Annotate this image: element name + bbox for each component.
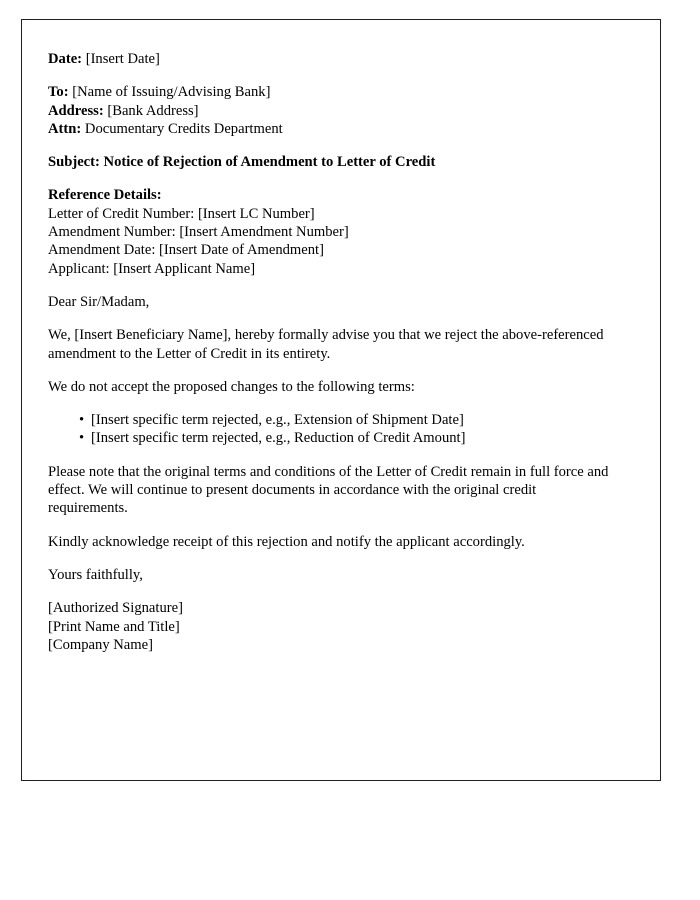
to-value: [Name of Issuing/Advising Bank]	[72, 84, 271, 101]
reference-line: Letter of Credit Number: [Insert LC Number]	[48, 205, 315, 222]
original-terms-block	[48, 463, 632, 518]
date-label: Date:	[48, 51, 83, 67]
address-line	[48, 102, 632, 120]
subject-block	[48, 153, 632, 171]
closing-block	[48, 566, 632, 584]
paragraph-original-terms: Please note that the original terms and conditions of the Letter of Credit remain in full force and effect. We will continue to present documents in accordance with the original credit requirements.	[48, 463, 609, 517]
date-value: [Insert Date]	[85, 51, 160, 67]
date-block	[48, 50, 632, 68]
subject-label: Subject:	[48, 154, 100, 171]
signature-line: [Authorized Signature]	[48, 600, 183, 617]
letter-content	[22, 20, 660, 654]
paragraph-terms-intro: We do not accept the proposed changes to the following terms:	[48, 378, 415, 395]
rejected-terms-list	[48, 411, 632, 448]
bullet-icon: •	[79, 412, 85, 429]
attn-label: Attn:	[48, 120, 82, 137]
reference-details-heading: Reference Details:	[48, 187, 162, 204]
list-item	[48, 411, 632, 429]
list-item-text: [Insert specific term rejected, e.g., Reduction of Credit Amount]	[91, 430, 466, 447]
paragraph-rejection: We, [Insert Beneficiary Name], hereby formally advise you that we reject the above-referenced amendment to the Letter of Credit in its entirety.	[48, 327, 604, 362]
to-label: To:	[48, 84, 69, 101]
acknowledgement-block	[48, 533, 632, 551]
reference-line: Amendment Date: [Insert Date of Amendment]	[48, 242, 324, 259]
paragraph-acknowledgement: Kindly acknowledge receipt of this rejection and notify the applicant accordingly.	[48, 533, 525, 550]
signature-line: [Print Name and Title]	[48, 618, 180, 635]
terms-intro-block	[48, 378, 632, 396]
reference-line: Amendment Number: [Insert Amendment Number]	[48, 224, 349, 241]
date-line	[48, 50, 632, 68]
reference-details-block	[48, 186, 632, 277]
closing-salutation: Yours faithfully,	[48, 566, 143, 583]
to-line	[48, 83, 632, 101]
recipient-block	[48, 83, 632, 138]
signature-line: [Company Name]	[48, 636, 153, 653]
signature-block	[48, 599, 632, 654]
subject-line	[48, 153, 632, 171]
letter-page	[21, 19, 661, 781]
attn-value: Documentary Credits Department	[84, 120, 283, 137]
subject-value: Notice of Rejection of Amendment to Letter of Credit	[103, 154, 436, 171]
address-label: Address:	[48, 102, 104, 119]
salutation-block	[48, 293, 632, 311]
list-item	[48, 429, 632, 447]
attn-line	[48, 120, 632, 138]
salutation: Dear Sir/Madam,	[48, 293, 150, 310]
list-item-text: [Insert specific term rejected, e.g., Extension of Shipment Date]	[91, 412, 464, 429]
bullet-icon: •	[79, 430, 85, 447]
address-value: [Bank Address]	[107, 102, 199, 119]
rejection-statement-block	[48, 326, 632, 363]
reference-line: Applicant: [Insert Applicant Name]	[48, 260, 256, 277]
